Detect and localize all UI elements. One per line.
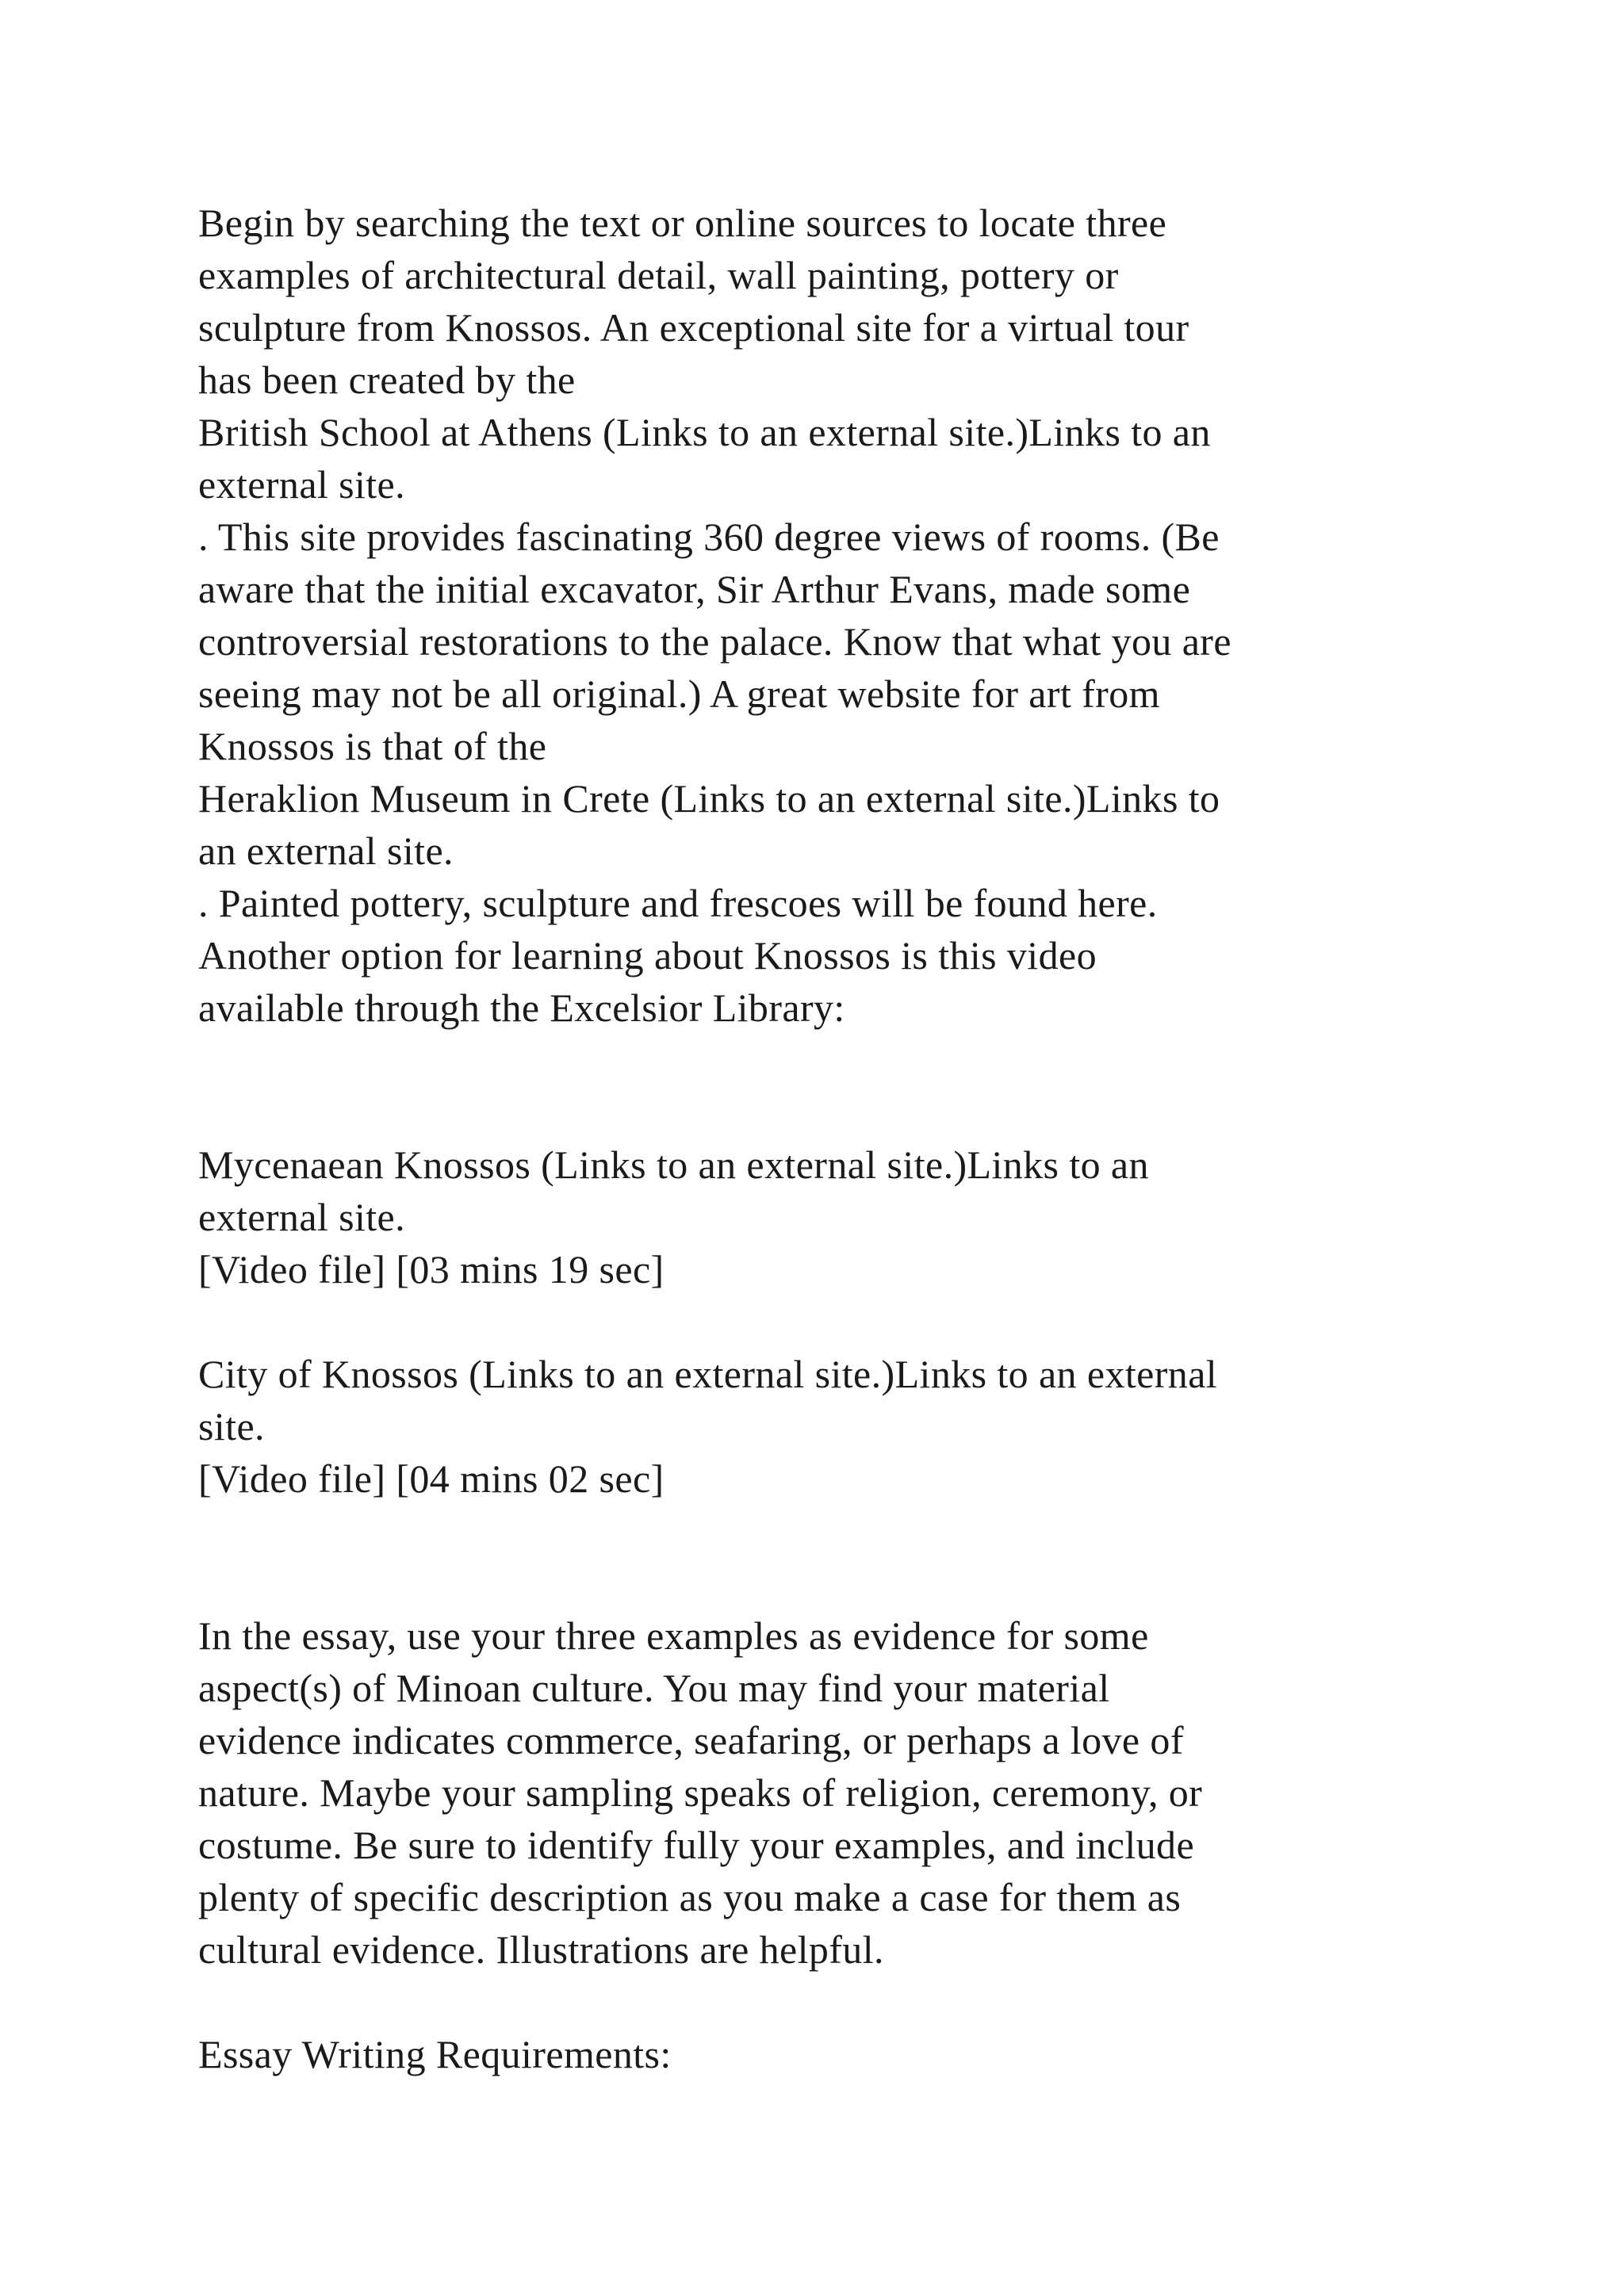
intro-line-1: Begin by searching the text or online sources to locate three xyxy=(198,201,1167,245)
paragraph-360-line-3: controversial restorations to the palace. Know that what you are xyxy=(198,619,1231,664)
essay-line-1: In the essay, use your three examples as evidence for some xyxy=(198,1613,1149,1658)
essay-line-4: nature. Maybe your sampling speaks of religion, ceremony, or xyxy=(198,1770,1203,1815)
video-mycenaean-link-line-1[interactable]: Mycenaean Knossos (Links to an external site.)Links to an xyxy=(198,1142,1149,1187)
paragraph-360-line-1: . This site provides fascinating 360 degree views of rooms. (Be xyxy=(198,515,1220,559)
intro-line-4: has been created by the xyxy=(198,358,576,402)
heraklion-link-line-1[interactable]: Heraklion Museum in Crete (Links to an external site.)Links to xyxy=(198,776,1220,821)
paragraph-360-line-4: seeing may not be all original.) A great website for art from xyxy=(198,672,1160,716)
essay-line-6: plenty of specific description as you make a case for them as xyxy=(198,1875,1182,1919)
paragraph-pottery-line-1: . Painted pottery, sculpture and frescoes will be found here. xyxy=(198,881,1158,925)
british-school-link-line-2[interactable]: external site. xyxy=(198,462,406,507)
video-city-link-line-2[interactable]: site. xyxy=(198,1404,265,1448)
essay-line-2: aspect(s) of Minoan culture. You may find your material xyxy=(198,1666,1110,1710)
british-school-link-line-1[interactable]: British School at Athens (Links to an external site.)Links to an xyxy=(198,410,1211,454)
essay-line-5: costume. Be sure to identify fully your examples, and include xyxy=(198,1823,1195,1867)
video-mycenaean-link-line-2[interactable]: external site. xyxy=(198,1195,406,1239)
paragraph-360-line-5: Knossos is that of the xyxy=(198,724,547,768)
intro-line-2: examples of architectural detail, wall painting, pottery or xyxy=(198,253,1119,297)
paragraph-pottery-line-2: Another option for learning about Knossos is this video xyxy=(198,933,1097,978)
video-city-meta: [Video file] [04 mins 02 sec] xyxy=(198,1456,665,1501)
video-city-link-line-1[interactable]: City of Knossos (Links to an external site.)Links to an external xyxy=(198,1352,1218,1396)
essay-line-3: evidence indicates commerce, seafaring, or perhaps a love of xyxy=(198,1718,1184,1762)
essay-line-7: cultural evidence. Illustrations are helpful. xyxy=(198,1927,884,1972)
requirements-heading: Essay Writing Requirements: xyxy=(198,2032,672,2076)
intro-line-3: sculpture from Knossos. An exceptional site for a virtual tour xyxy=(198,305,1189,350)
paragraph-360-line-2: aware that the initial excavator, Sir Arthur Evans, made some xyxy=(198,567,1191,611)
paragraph-pottery-line-3: available through the Excelsior Library: xyxy=(198,985,845,1030)
heraklion-link-line-2[interactable]: an external site. xyxy=(198,828,454,873)
video-mycenaean-meta: [Video file] [03 mins 19 sec] xyxy=(198,1247,665,1292)
